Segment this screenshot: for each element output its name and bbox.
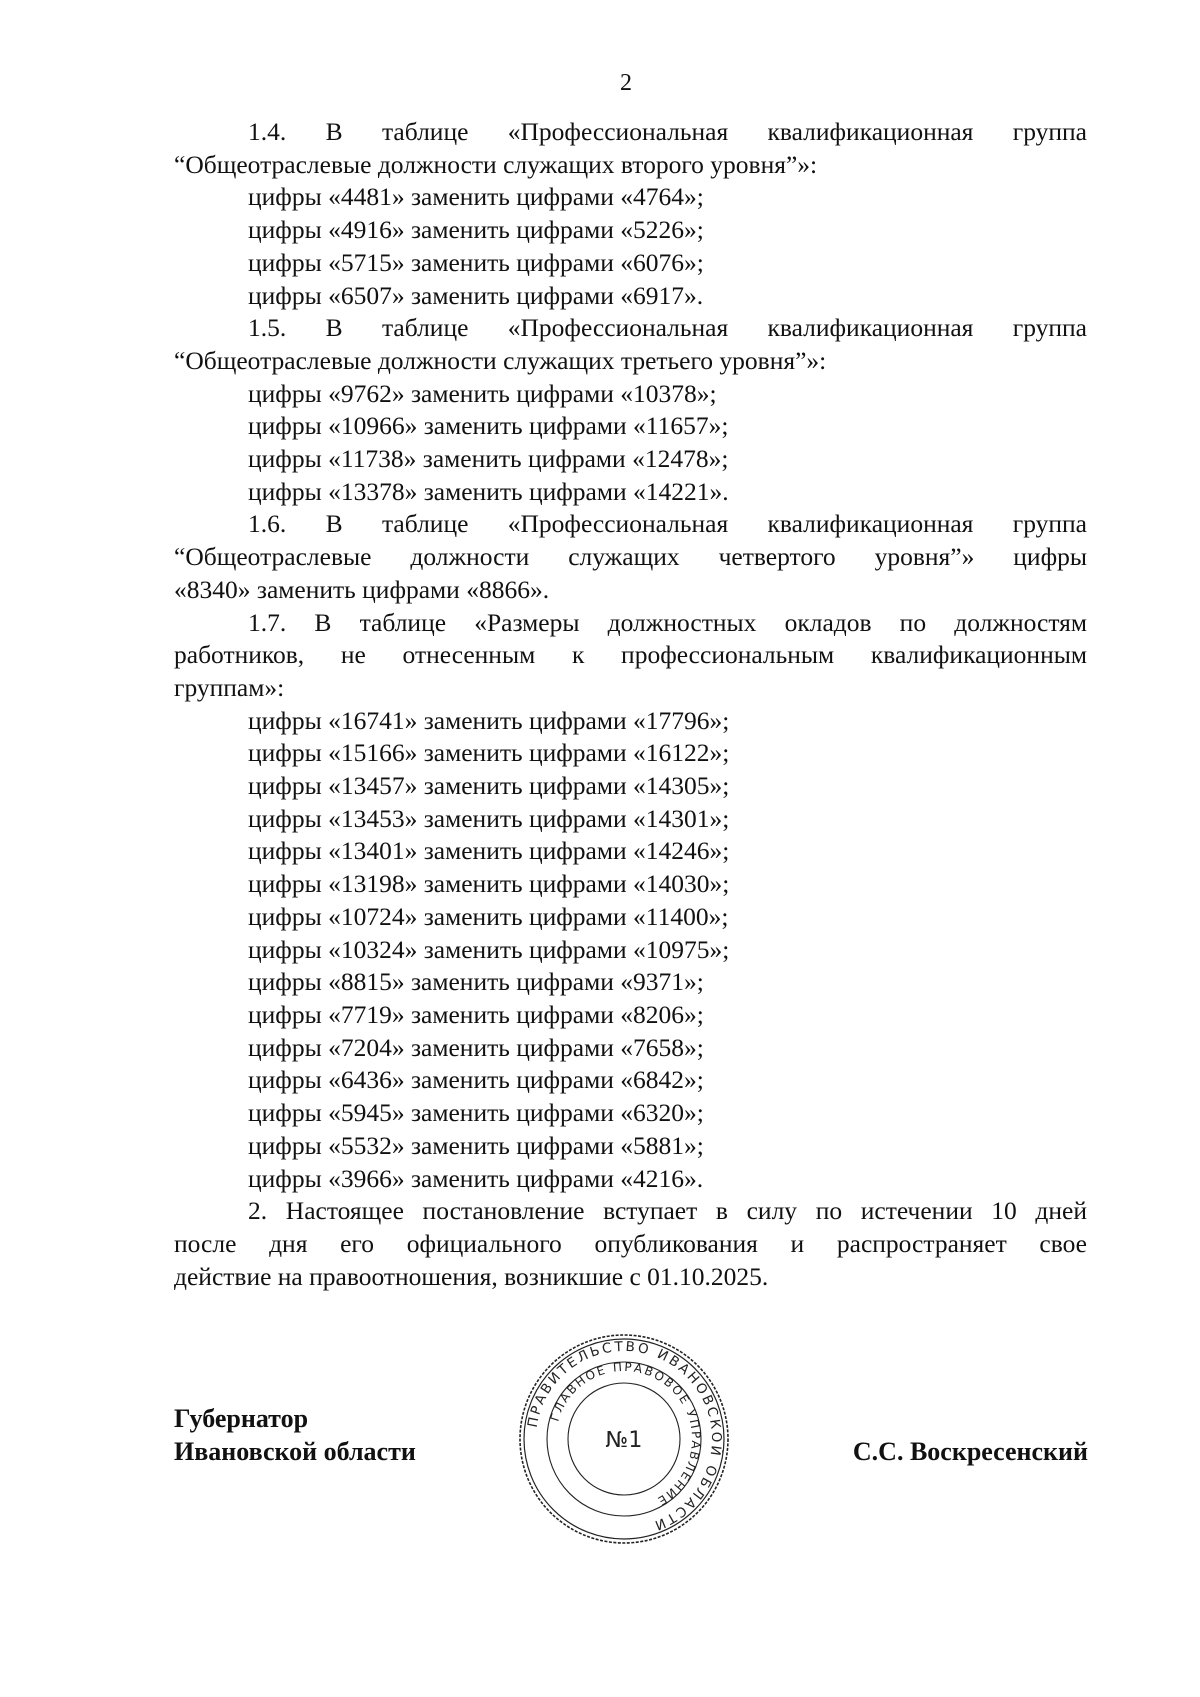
section-1-5-heading: 1.5. В таблице «Профессиональная квалификационная группа bbox=[248, 313, 1087, 343]
list-item: цифры «5945» заменить цифрами «6320»; bbox=[248, 1098, 704, 1128]
page-number: 2 bbox=[620, 70, 632, 96]
section-1-7-line3: группам»: bbox=[174, 672, 285, 702]
list-item: цифры «6507» заменить цифрами «6917». bbox=[248, 280, 704, 310]
list-item: цифры «3966» заменить цифрами «4216». bbox=[248, 1163, 704, 1193]
list-item: цифры «13401» заменить цифрами «14246»; bbox=[248, 836, 730, 866]
seal-graphic bbox=[515, 1330, 733, 1548]
section-1-5-heading-cont: “Общеотраслевые должности служащих третьего уровня”»: bbox=[174, 345, 827, 375]
section-1-6-line2: “Общеотраслевые должности служащих четвертого уровня”» цифры bbox=[174, 542, 1087, 572]
list-item: цифры «4481» заменить цифрами «4764»; bbox=[248, 182, 704, 212]
document-body bbox=[174, 116, 1087, 1293]
signatory-title-line1: Губернатор bbox=[174, 1404, 309, 1433]
section-2-line1: 2. Настоящее постановление вступает в силу по истечении 10 дней bbox=[248, 1196, 1087, 1226]
signatory-name: С.С. Воскресенский bbox=[852, 1437, 1088, 1466]
section-1-4-heading-cont: “Общеотраслевые должности служащих второго уровня”»: bbox=[174, 149, 818, 179]
list-item: цифры «10966» заменить цифрами «11657»; bbox=[248, 411, 729, 441]
official-seal bbox=[515, 1330, 733, 1548]
list-item: цифры «13378» заменить цифрами «14221». bbox=[248, 476, 729, 506]
signatory-title-line2: Ивановской области bbox=[174, 1437, 416, 1466]
section-2-line2: после дня его официального опубликования и распространяет свое bbox=[174, 1228, 1087, 1258]
section-2-line3: действие на правоотношения, возникшие с 01.10.2025. bbox=[174, 1261, 769, 1291]
list-item: цифры «4916» заменить цифрами «5226»; bbox=[248, 215, 704, 245]
list-item: цифры «5532» заменить цифрами «5881»; bbox=[248, 1130, 704, 1160]
section-1-7-heading: 1.7. В таблице «Размеры должностных окладов по должностям bbox=[248, 607, 1087, 637]
section-1-4-heading: 1.4. В таблице «Профессиональная квалификационная группа bbox=[248, 117, 1087, 146]
seal-inner-text: ГЛАВНОЕ ПРАВОВОЕ УПРАВЛЕНИЕ bbox=[547, 1359, 704, 1509]
list-item: цифры «7719» заменить цифрами «8206»; bbox=[248, 999, 704, 1029]
seal-outer-text: ПРАВИТЕЛЬСТВО ИВАНОВСКОЙ ОБЛАСТИ bbox=[524, 1338, 725, 1534]
list-item: цифры «5715» заменить цифрами «6076»; bbox=[248, 247, 704, 277]
list-item: цифры «9762» заменить цифрами «10378»; bbox=[248, 378, 717, 408]
signatory-title bbox=[174, 1402, 416, 1468]
list-item: цифры «13198» заменить цифрами «14030»; bbox=[248, 869, 730, 899]
list-item: цифры «6436» заменить цифрами «6842»; bbox=[248, 1065, 704, 1095]
list-item: цифры «15166» заменить цифрами «16122»; bbox=[248, 738, 730, 768]
list-item: цифры «16741» заменить цифрами «17796»; bbox=[248, 705, 730, 735]
seal-number: №1 bbox=[605, 1428, 643, 1453]
list-item: цифры «11738» заменить цифрами «12478»; bbox=[248, 444, 729, 474]
list-item: цифры «8815» заменить цифрами «9371»; bbox=[248, 967, 704, 997]
section-1-6-heading: 1.6. В таблице «Профессиональная квалификационная группа bbox=[248, 509, 1087, 539]
section-1-7-line2: работников, не отнесенным к профессиональным квалификационным bbox=[174, 640, 1087, 670]
section-1-6-line3: «8340» заменить цифрами «8866». bbox=[174, 574, 550, 604]
list-item: цифры «13457» заменить цифрами «14305»; bbox=[248, 771, 730, 801]
list-item: цифры «13453» заменить цифрами «14301»; bbox=[248, 803, 730, 833]
list-item: цифры «10324» заменить цифрами «10975»; bbox=[248, 934, 730, 964]
list-item: цифры «7204» заменить цифрами «7658»; bbox=[248, 1032, 704, 1062]
list-item: цифры «10724» заменить цифрами «11400»; bbox=[248, 901, 729, 931]
